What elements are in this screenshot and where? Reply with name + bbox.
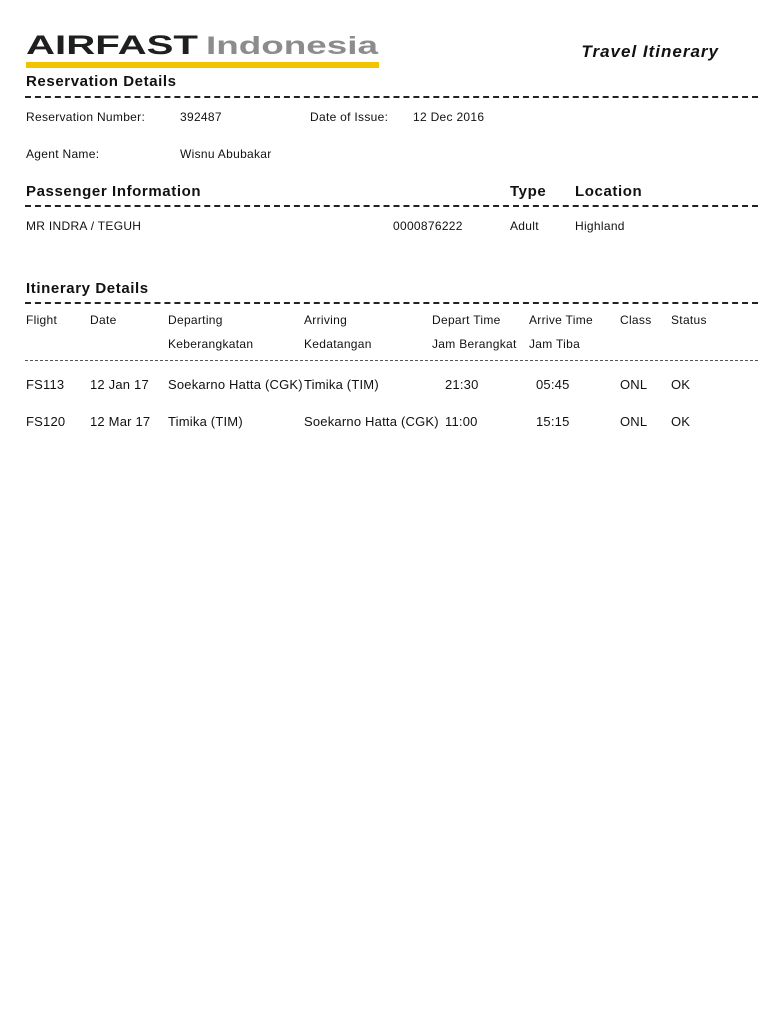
row-1-depart-time: 21:30 xyxy=(445,377,479,392)
logo-brand-text: AIRFAST xyxy=(26,30,199,60)
issue-date-label: Date of Issue: xyxy=(310,110,389,124)
col-subheader-depart-time: Jam Berangkat xyxy=(432,337,517,351)
itinerary-section-title: Itinerary Details xyxy=(26,280,149,297)
row-1-class: ONL xyxy=(620,377,648,392)
row-2-arriving: Soekarno Hatta (CGK) xyxy=(304,414,439,429)
row-2-status: OK xyxy=(671,414,691,429)
agent-name-value: Wisnu Abubakar xyxy=(180,147,272,161)
reservation-number-value: 392487 xyxy=(180,110,222,124)
reservation-number-label: Reservation Number: xyxy=(26,110,146,124)
passenger-section-title: Passenger Information xyxy=(26,183,202,200)
reservation-section-title: Reservation Details xyxy=(26,73,177,90)
document-title: Travel Itinerary xyxy=(581,42,719,61)
row-1-arriving: Timika (TIM) xyxy=(304,377,379,392)
row-2-depart-time: 11:00 xyxy=(445,414,478,429)
logo-underline xyxy=(26,62,379,68)
section-divider xyxy=(25,205,758,207)
logo-suffix-text: Indonesia xyxy=(206,32,380,60)
issue-date-value: 12 Dec 2016 xyxy=(413,110,485,124)
passenger-ticket-number: 0000876222 xyxy=(393,219,463,233)
passenger-type: Adult xyxy=(510,219,539,233)
row-2-departing: Timika (TIM) xyxy=(168,414,243,429)
agent-name-label: Agent Name: xyxy=(26,147,100,161)
row-1-status: OK xyxy=(671,377,691,392)
row-2-date: 12 Mar 17 xyxy=(90,414,151,429)
col-header-flight: Flight xyxy=(26,313,58,327)
row-2-flight: FS120 xyxy=(26,414,66,429)
row-1-date: 12 Jan 17 xyxy=(90,377,149,392)
col-header-arrive-time: Arrive Time xyxy=(529,313,593,327)
row-1-arrive-time: 05:45 xyxy=(536,377,570,392)
section-divider xyxy=(25,96,758,98)
passenger-type-header: Type xyxy=(510,183,547,200)
row-2-class: ONL xyxy=(620,414,648,429)
col-subheader-arriving: Kedatangan xyxy=(304,337,372,351)
col-subheader-arrive-time: Jam Tiba xyxy=(529,337,581,351)
col-header-departing: Departing xyxy=(168,313,223,327)
col-header-arriving: Arriving xyxy=(304,313,348,327)
passenger-location: Highland xyxy=(575,219,625,233)
col-header-depart-time: Depart Time xyxy=(432,313,501,327)
col-header-date: Date xyxy=(90,313,117,327)
col-header-class: Class xyxy=(620,313,652,327)
airfast-logo xyxy=(26,30,380,70)
col-header-status: Status xyxy=(671,313,707,327)
row-2-arrive-time: 15:15 xyxy=(536,414,570,429)
table-header-divider xyxy=(25,360,758,361)
row-1-departing: Soekarno Hatta (CGK) xyxy=(168,377,303,392)
section-divider xyxy=(25,302,758,304)
row-1-flight: FS113 xyxy=(26,377,65,392)
passenger-name: MR INDRA / TEGUH xyxy=(26,219,142,233)
passenger-location-header: Location xyxy=(575,183,643,200)
col-subheader-departing: Keberangkatan xyxy=(168,337,254,351)
